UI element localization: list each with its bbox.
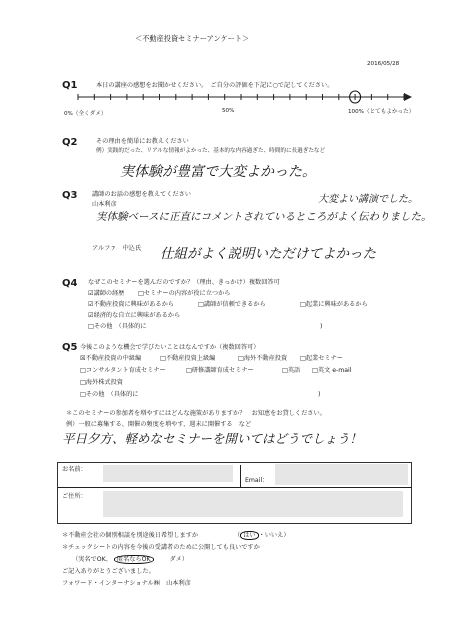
q1-question: 本日の講座の感想をお聞かせください。 ご自分の評価を下記に○で記してください。 xyxy=(96,82,334,89)
thanks-text: ご記入ありがとうございました。 xyxy=(62,568,155,575)
q4-option-trust[interactable]: □ 講師が信頼できるから xyxy=(198,302,266,308)
q4-option-content[interactable]: □ セミナーの内容が役に立つから xyxy=(138,291,230,297)
company-name: フォワード・インターナショナル㈱ 山本利彦 xyxy=(62,580,191,587)
q6-question: ＊このセミナーの参加者を増やすにはどんな施策がありますか？ お知恵をお貸しください。 xyxy=(66,410,326,417)
q5-option-startup-seminar[interactable]: □ 起業セミナー xyxy=(300,356,343,362)
name-label: お名前： xyxy=(62,466,87,473)
q5-option-overseas-stocks[interactable]: □ 海外株式投資 xyxy=(80,380,123,386)
q3-label: Q3 xyxy=(62,190,78,201)
q4-option-career[interactable]: ☑講師の経歴 xyxy=(88,290,125,297)
form-divider xyxy=(240,465,241,487)
checked-checkbox-icon: ☑ xyxy=(88,301,94,308)
q6-example: 例）一般に募集する、開催の頻度を増やす、週末に開催する など xyxy=(66,421,252,428)
email-field-redacted[interactable] xyxy=(275,464,408,485)
consult-yes-option[interactable]: （ はい ・いいえ） xyxy=(234,532,290,539)
q5-option-english[interactable]: □ 英語 xyxy=(282,368,300,374)
checked-checkbox-icon: ☑ xyxy=(88,312,94,319)
q2-handwritten-answer[interactable]: 実体験が豊富で大変よかった。 xyxy=(120,164,316,180)
q5-option-english-email[interactable]: □ 英文 e-mail xyxy=(312,368,352,374)
publish-options xyxy=(72,557,188,563)
checked-checkbox-icon: ☒ xyxy=(80,355,86,362)
q4-option-independence[interactable]: ☑経済的な自立に興味があるから xyxy=(88,312,181,319)
scale-mid-label: 50% xyxy=(222,108,235,114)
publish-question: ＊チェックシートの内容を今後の受講者のために公開しても良いですか xyxy=(62,544,260,551)
publish-option-anonymous-circled[interactable]: 匿名ならOK xyxy=(114,555,154,564)
checked-checkbox-icon: ☑ xyxy=(88,290,94,297)
name-field-redacted[interactable] xyxy=(103,465,233,482)
q5-question: 今後このような機会で学びたいことはなんですか（複数回答可） xyxy=(80,344,260,351)
q4-question: なぜこのセミナーを選んだのですか？（理由、きっかけ）複数回答可 xyxy=(88,279,280,286)
publish-option-real-name[interactable]: （実名でOK、 xyxy=(72,556,112,563)
q6-handwritten-answer[interactable]: 平日夕方、軽めなセミナーを開いてはどうでしょう！ xyxy=(62,431,363,446)
q3-answer-2[interactable]: 仕組がよく説明いただけてよかった xyxy=(160,246,376,262)
q4-option-startup[interactable]: □ 起業に興味があるから xyxy=(300,302,368,308)
q4-option-other[interactable]: □ その他 （具体的に xyxy=(88,324,146,330)
q5-label: Q5 xyxy=(62,342,78,353)
q5-option-intermediate[interactable]: ☒不動産投資の中級編 xyxy=(80,355,142,362)
page-title: ＜不動産投資セミナーアンケート＞ xyxy=(135,34,250,43)
q5-option-other[interactable]: □ その他 （具体的に xyxy=(80,392,138,398)
lecturer-1-name: 山本利彦 xyxy=(92,201,117,208)
q2-question: その理由を簡単にお教えください xyxy=(96,138,189,145)
q5-other-close: ) xyxy=(318,391,321,398)
consult-question: ＊不動産会社の個別相談を別途後日希望しますか xyxy=(62,532,199,539)
q3-answer-1b[interactable]: 実体験ベースに正直にコメントされているところがよく伝わりました。 xyxy=(96,211,432,223)
q3-question: 講師のお話の感想を教えてください xyxy=(92,191,191,198)
q4-label: Q4 xyxy=(62,278,78,289)
email-label: Email： xyxy=(245,477,269,484)
lecturer-2-name: アルファ 中込氏 xyxy=(92,245,142,252)
form-divider xyxy=(57,487,412,488)
scale-max-label: 100%（とてもよかった） xyxy=(348,109,415,115)
survey-date: 2016/05/28 xyxy=(367,61,400,67)
publish-option-no[interactable]: ダメ） xyxy=(169,556,189,563)
q3-answer-1a[interactable]: 大変よい講演でした。 xyxy=(318,194,418,205)
q5-option-overseas-real-estate[interactable]: □ 海外不動産投資 xyxy=(238,356,287,362)
q1-label: Q1 xyxy=(62,80,78,91)
q2-example: 例）実践的だった、リアルな情報がよかった、基本的な内容過ぎた、時間的に長過ぎたなど xyxy=(96,148,326,154)
address-label: ご住所： xyxy=(62,493,87,500)
consult-yes-circled: はい xyxy=(240,531,258,540)
address-field-redacted[interactable] xyxy=(103,491,403,517)
q4-option-investment[interactable]: ☑不動産投資に興味があるから xyxy=(88,301,174,308)
q5-option-consultant[interactable]: □ コンサルタント育成セミナー xyxy=(80,368,166,374)
q5-option-trainer[interactable]: □ 研修講師育成セミナー xyxy=(186,368,254,374)
q5-option-advanced[interactable]: □ 不動産投資上級編 xyxy=(160,356,215,362)
q2-label: Q2 xyxy=(62,137,78,148)
scale-min-label: 0%（全くダメ） xyxy=(64,111,107,117)
q4-other-close: ) xyxy=(320,323,323,330)
